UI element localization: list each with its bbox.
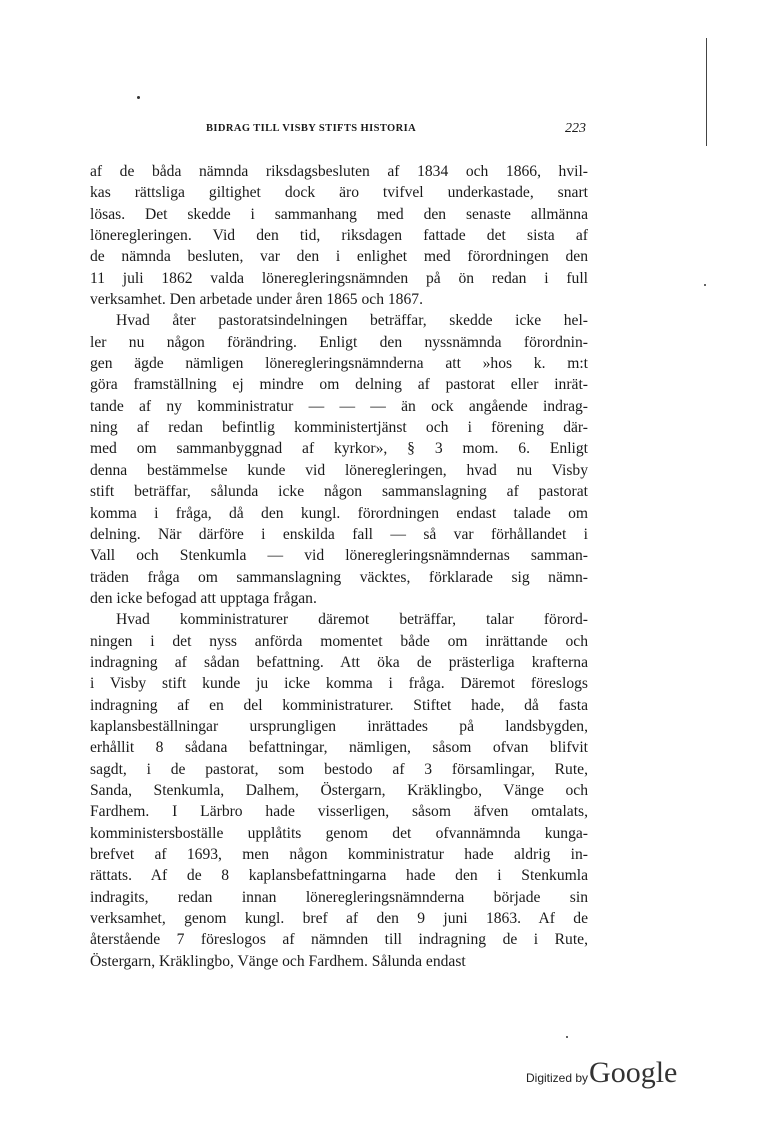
text-line: löneregleringen. Vid den tid, riksdagen fattade det sista af xyxy=(90,227,588,245)
text-line: denna bestämmelse kunde vid löneregleringen, hvad nu Visby xyxy=(90,461,588,479)
paragraph xyxy=(90,310,588,609)
text-line: sagdt, i de pastorat, som bestodo af 3 församlingar, Rute, xyxy=(90,760,588,778)
running-title: BIDRAG TILL VISBY STIFTS HISTORIA xyxy=(206,123,417,134)
text-line: komministersboställe upplåtits genom det ofvannämnda kunga- xyxy=(90,824,588,842)
speck-mark xyxy=(566,1036,568,1038)
body-text xyxy=(90,161,588,972)
paragraph xyxy=(90,161,588,310)
google-logo: Google xyxy=(589,1056,678,1089)
text-line: delning. När därföre i enskilda fall — så var förhållandet i xyxy=(90,525,588,543)
text-line: komma i fråga, då den kungl. förordningen endast talade om xyxy=(90,504,588,522)
text-line: lösas. Det skedde i sammanhang med den senaste allmänna xyxy=(90,205,588,223)
digitized-by-google-watermark xyxy=(526,1056,677,1090)
text-line: verksamhet, genom kungl. bref af den 9 juni 1863. Af de xyxy=(90,910,588,928)
page-number: 223 xyxy=(565,121,586,136)
text-line: ler nu någon förändring. Enligt den nyssnämnda förordnin- xyxy=(90,333,588,351)
text-line: göra framställning ej mindre om delning af pastorat eller inrät- xyxy=(90,376,588,394)
text-line: tande af ny komministratur — — — än ock angående indrag- xyxy=(90,397,588,415)
text-line: indragning af sådan befattning. Att öka de prästerliga krafterna xyxy=(90,653,588,671)
text-line: 11 juli 1862 valda löneregleringsnämnden på ön redan i full xyxy=(90,269,588,287)
text-line: ning af redan befintlig komministertjänst och i förening där- xyxy=(90,419,588,437)
text-line: träden fråga om sammanslagning väcktes, förklarade sig nämn- xyxy=(90,568,588,586)
text-line: erhållit 8 sådana befattningar, nämligen, såsom ofvan blifvit xyxy=(90,739,588,757)
digitized-label: Digitized by xyxy=(526,1071,589,1085)
text-line: Hvad åter pastoratsindelningen beträffar, skedde icke hel- xyxy=(116,312,588,330)
speck-mark xyxy=(704,284,706,286)
text-line: kaplansbeställningar ursprungligen inrättades på landsbygden, xyxy=(90,717,588,735)
page-edge-line xyxy=(706,38,707,146)
text-line: den icke befogad att upptaga frågan. xyxy=(90,589,317,607)
text-line: ningen i det nyss anförda momentet både om inrättande och xyxy=(90,632,588,650)
text-line: brefvet af 1693, men någon komministratur hade aldrig in- xyxy=(90,846,588,863)
running-header xyxy=(90,121,588,141)
text-line: i Visby stift kunde ju icke komma i fråga. Däremot föreslogs xyxy=(90,675,588,693)
text-line: Hvad komministraturer däremot beträffar, talar förord- xyxy=(116,611,588,629)
text-line: Fardhem. I Lärbro hade visserligen, såsom äfven omtalats, xyxy=(90,803,588,821)
text-line: rättats. Af de 8 kaplansbefattningarna hade den i Stenkumla xyxy=(90,867,588,885)
text-line: återstående 7 föreslogos af nämnden till indragning de i Rute, xyxy=(90,931,588,949)
text-line: indragning af en del komministraturer. Stiftet hade, då fasta xyxy=(90,696,588,714)
text-line: Östergarn, Kräklingbo, Vänge och Fardhem. Sålunda endast xyxy=(90,952,466,970)
text-line: Vall och Stenkumla — vid löneregleringsnämndernas samman- xyxy=(90,547,588,565)
text-line: verksamhet. Den arbetade under åren 1865 och 1867. xyxy=(90,291,423,309)
text-line: gen ägde nämligen löneregleringsnämnderna att »hos k. m:t xyxy=(90,355,588,373)
text-line: med om sammanbyggnad af kyrkor», § 3 mom. 6. Enligt xyxy=(90,440,588,458)
text-line: Sanda, Stenkumla, Dalhem, Östergarn, Kräklingbo, Vänge och xyxy=(90,781,588,799)
speck-mark xyxy=(137,96,140,99)
text-line: kas rättsliga giltighet dock äro tvifvel underkastade, snart xyxy=(90,184,588,202)
text-line: stift beträffar, sålunda icke någon sammanslagning af pastorat xyxy=(90,483,588,501)
text-line: indragits, redan innan löneregleringsnämnderna började sin xyxy=(90,888,588,906)
paragraph xyxy=(90,609,588,972)
text-line: af de båda nämnda riksdagsbesluten af 1834 och 1866, hvil- xyxy=(90,163,588,180)
text-line: de nämnda besluten, var den i enlighet med förordningen den xyxy=(90,248,588,266)
